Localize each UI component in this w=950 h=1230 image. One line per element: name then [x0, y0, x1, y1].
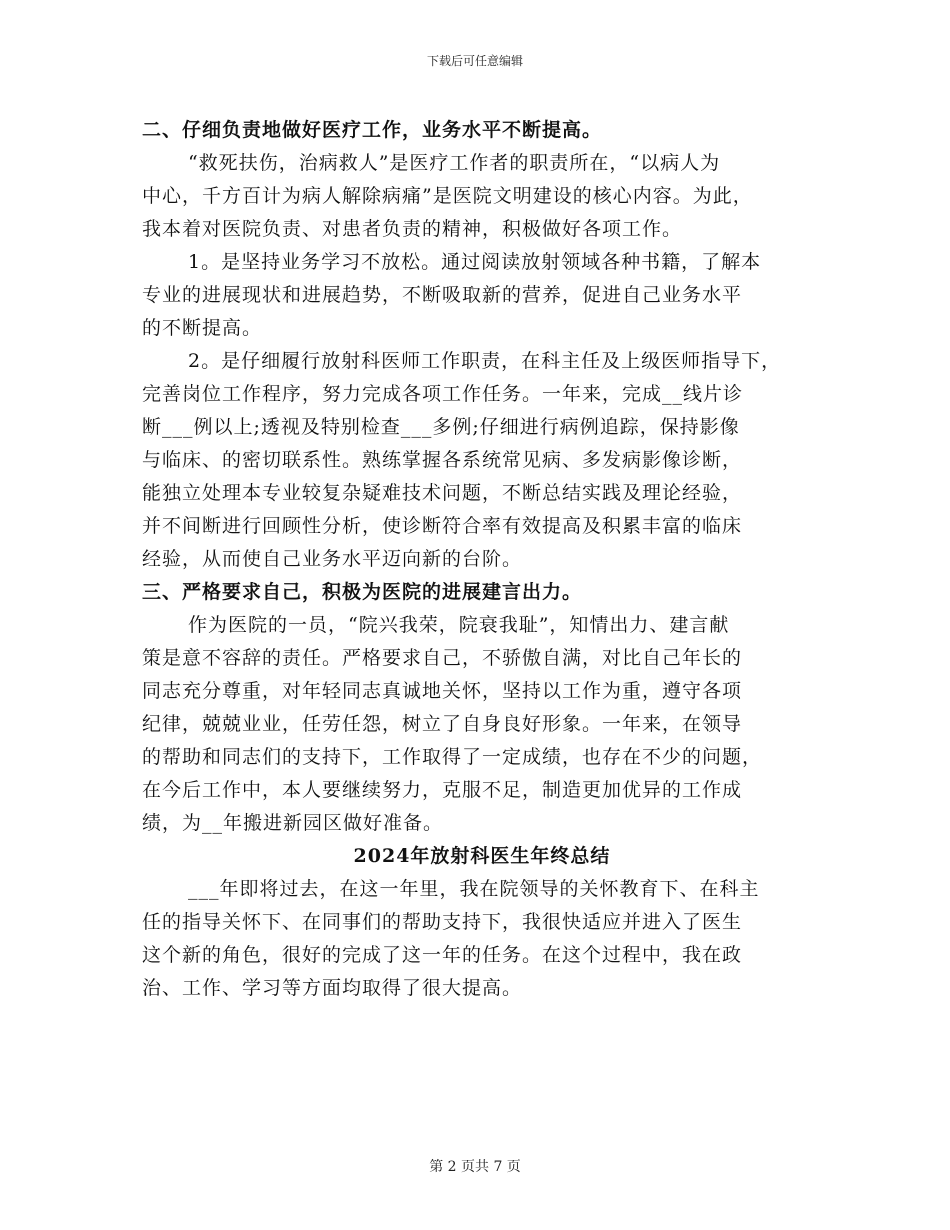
paragraph-line: 绩，为__年搬进新园区做好准备。	[142, 812, 444, 834]
paragraph-first-line: 作为医院的一员，“院兴我荣，院衰我耻”，知情出力、建言献	[188, 614, 730, 636]
section-heading: 二、仔细负责地做好医疗工作，业务水平不断提高。	[142, 119, 603, 141]
paragraph-line: 这个新的角色，很好的完成了这一年的任务。在这个过程中，我在政	[142, 944, 743, 966]
paragraph-line: 能独立处理本专业较复杂疑难技术问题，不断总结实践及理论经验，	[142, 482, 743, 504]
paragraph-line: 经验，从而使自己业务水平迈向新的台阶。	[142, 548, 523, 570]
document-body	[142, 114, 822, 1005]
header-note: 下载后可任意编辑	[426, 54, 523, 68]
paragraph-line: 任的指导关怀下、在同事们的帮助支持下，我很快适应并进入了医生	[142, 911, 743, 933]
paragraph-line: 中心，千方百计为病人解除病痛”是医院文明建设的核心内容。为此，	[142, 185, 753, 207]
paragraph-line: 完善岗位工作程序，努力完成各项工作任务。一年来，完成__线片诊	[142, 383, 744, 405]
paragraph-first-line: 1。是坚持业务学习不放松。通过阅读放射领域各种书籍，了解本	[188, 251, 762, 273]
paragraph-first-line: “救死扶伤，治病救人”是医疗工作者的职责所在，“以病人为	[188, 152, 721, 174]
paragraph-line: 在今后工作中，本人要继续努力，克服不足，制造更加优异的工作成	[142, 779, 743, 801]
section-heading: 三、严格要求自己，积极为医院的进展建言出力。	[142, 581, 583, 603]
paragraph-line: 治、工作、学习等方面均取得了很大提高。	[142, 977, 523, 999]
paragraph-line: 并不间断进行回顾性分析，使诊断符合率有效提高及积累丰富的临床	[142, 515, 743, 537]
paragraph-line: 专业的进展现状和进展趋势，不断吸取新的营养，促进自己业务水平	[142, 284, 743, 306]
paragraph-line: 同志充分尊重，对年轻同志真诚地关怀，坚持以工作为重，遵守各项	[142, 680, 743, 702]
page-number: 第 2 页共 7 页	[429, 1159, 521, 1175]
paragraph-line: 断___例以上;透视及特别检查___多例;仔细进行病例追踪，保持影像	[142, 416, 740, 438]
paragraph-line: 纪律，兢兢业业，任劳任怨，树立了自身良好形象。一年来，在领导	[142, 713, 743, 735]
paragraph-line: 我本着对医院负责、对患者负责的精神，积极做好各项工作。	[142, 218, 683, 240]
paragraph-first-line: ___年即将过去，在这一年里，我在院领导的关怀教育下、在科主	[188, 878, 760, 900]
paragraph-line: 与临床、的密切联系性。熟练掌握各系统常见病、多发病影像诊断，	[142, 449, 743, 471]
paragraph-line: 策是意不容辞的责任。严格要求自己，不骄傲自满，对比自己年长的	[142, 647, 743, 669]
paragraph-first-line: 2。是仔细履行放射科医师工作职责，在科主任及上级医师指导下，	[188, 350, 782, 372]
paragraph-line: 的帮助和同志们的支持下，工作取得了一定成绩，也存在不少的问题，	[142, 746, 763, 768]
document-title: 2024年放射科医生年终总结	[353, 845, 611, 867]
paragraph-line: 的不断提高。	[142, 317, 263, 339]
